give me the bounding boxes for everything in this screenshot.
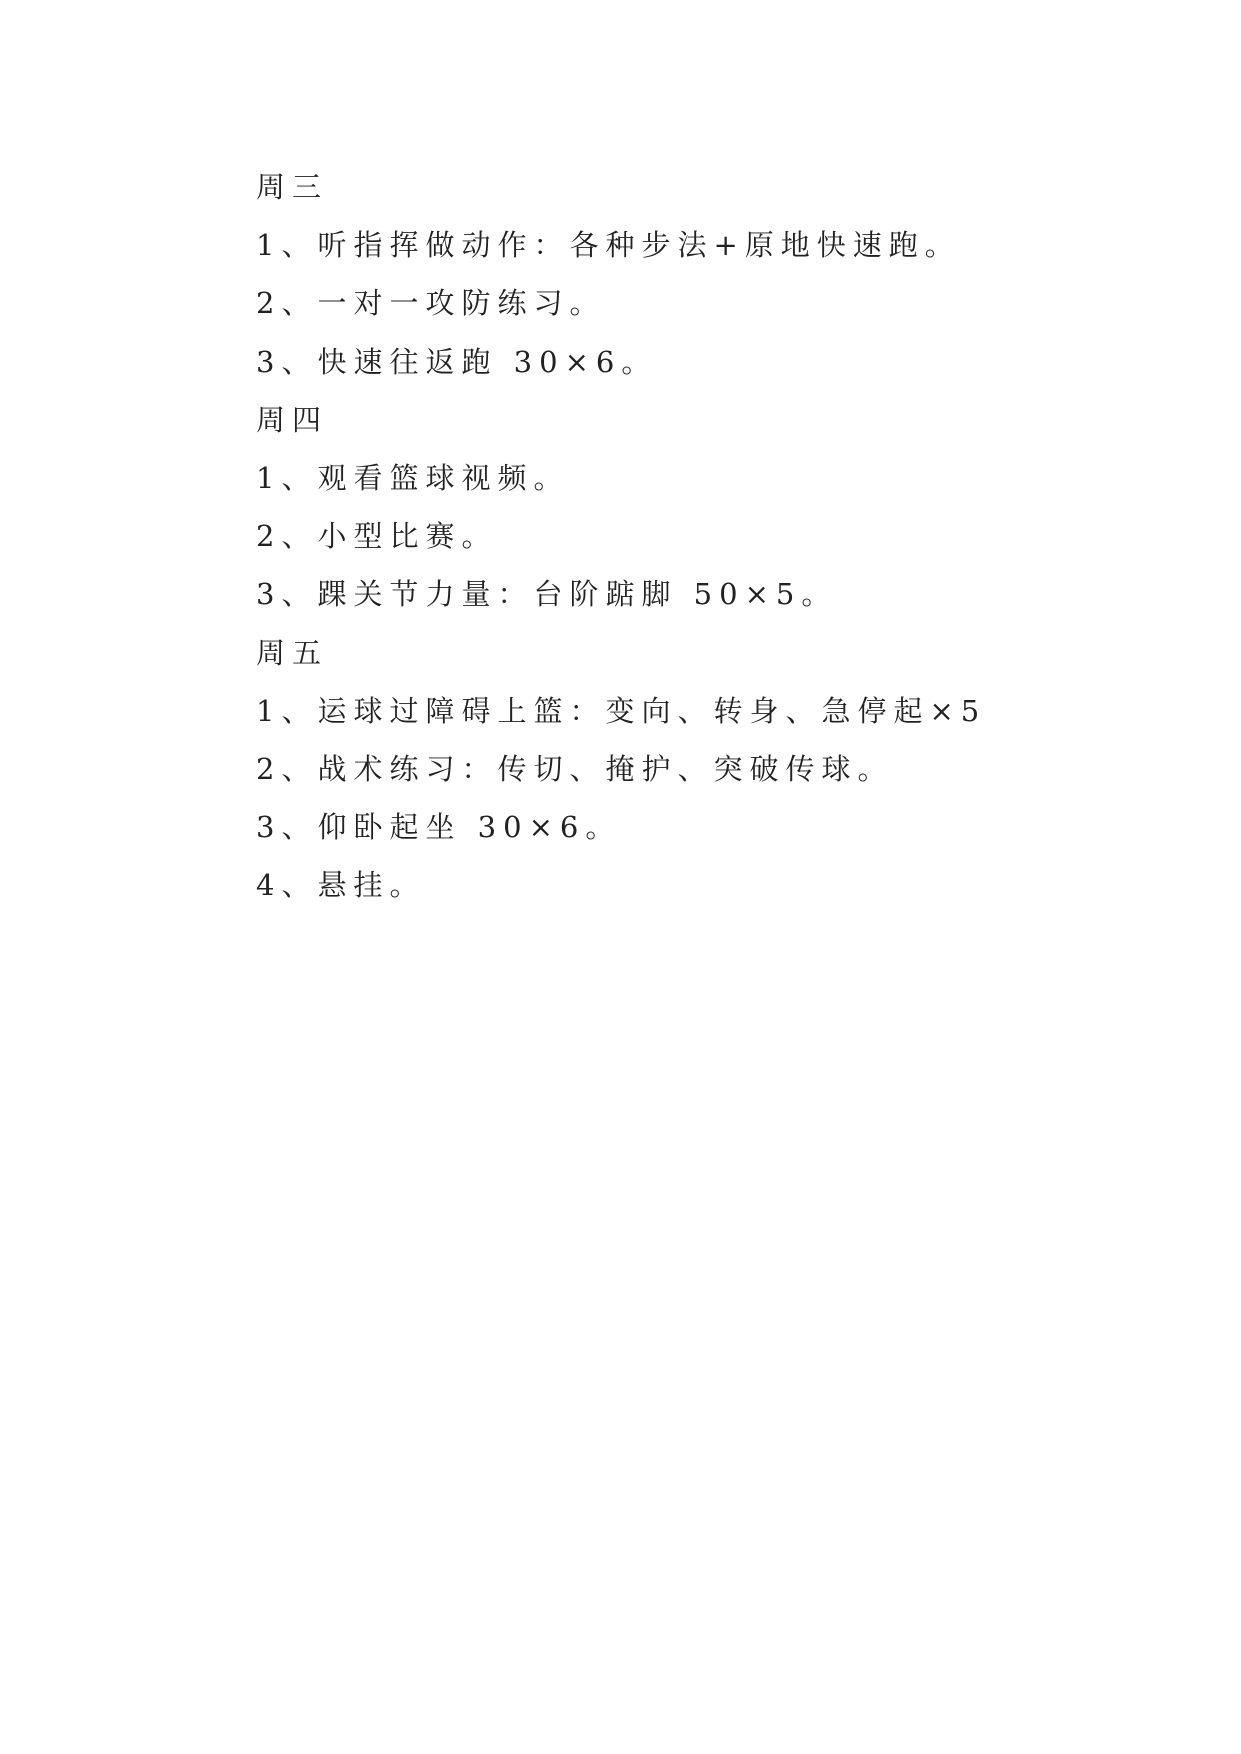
list-item: 3、快速往返跑 30×6。 [256,344,658,379]
list-item: 1、观看篮球视频。 [256,460,570,495]
list-item: 2、一对一攻防练习。 [256,286,606,321]
document-body [256,158,1016,914]
list-item: 3、踝关节力量：台阶踮脚 50×5。 [256,577,838,612]
section-heading-thursday: 周四 [256,402,329,437]
list-item: 1、运球过障碍上篮：变向、转身、急停起×5 [256,693,987,728]
section-heading-friday: 周五 [256,635,329,670]
list-item: 3、仰卧起坐 30×6。 [256,810,622,845]
list-item: 2、小型比赛。 [256,519,498,554]
list-item: 2、战术练习：传切、掩护、突破传球。 [256,751,894,786]
list-item: 4、悬挂。 [256,868,426,903]
section-heading-wednesday: 周三 [256,170,329,204]
list-item: 1、听指挥做动作：各种步法+原地快速跑。 [256,228,961,263]
